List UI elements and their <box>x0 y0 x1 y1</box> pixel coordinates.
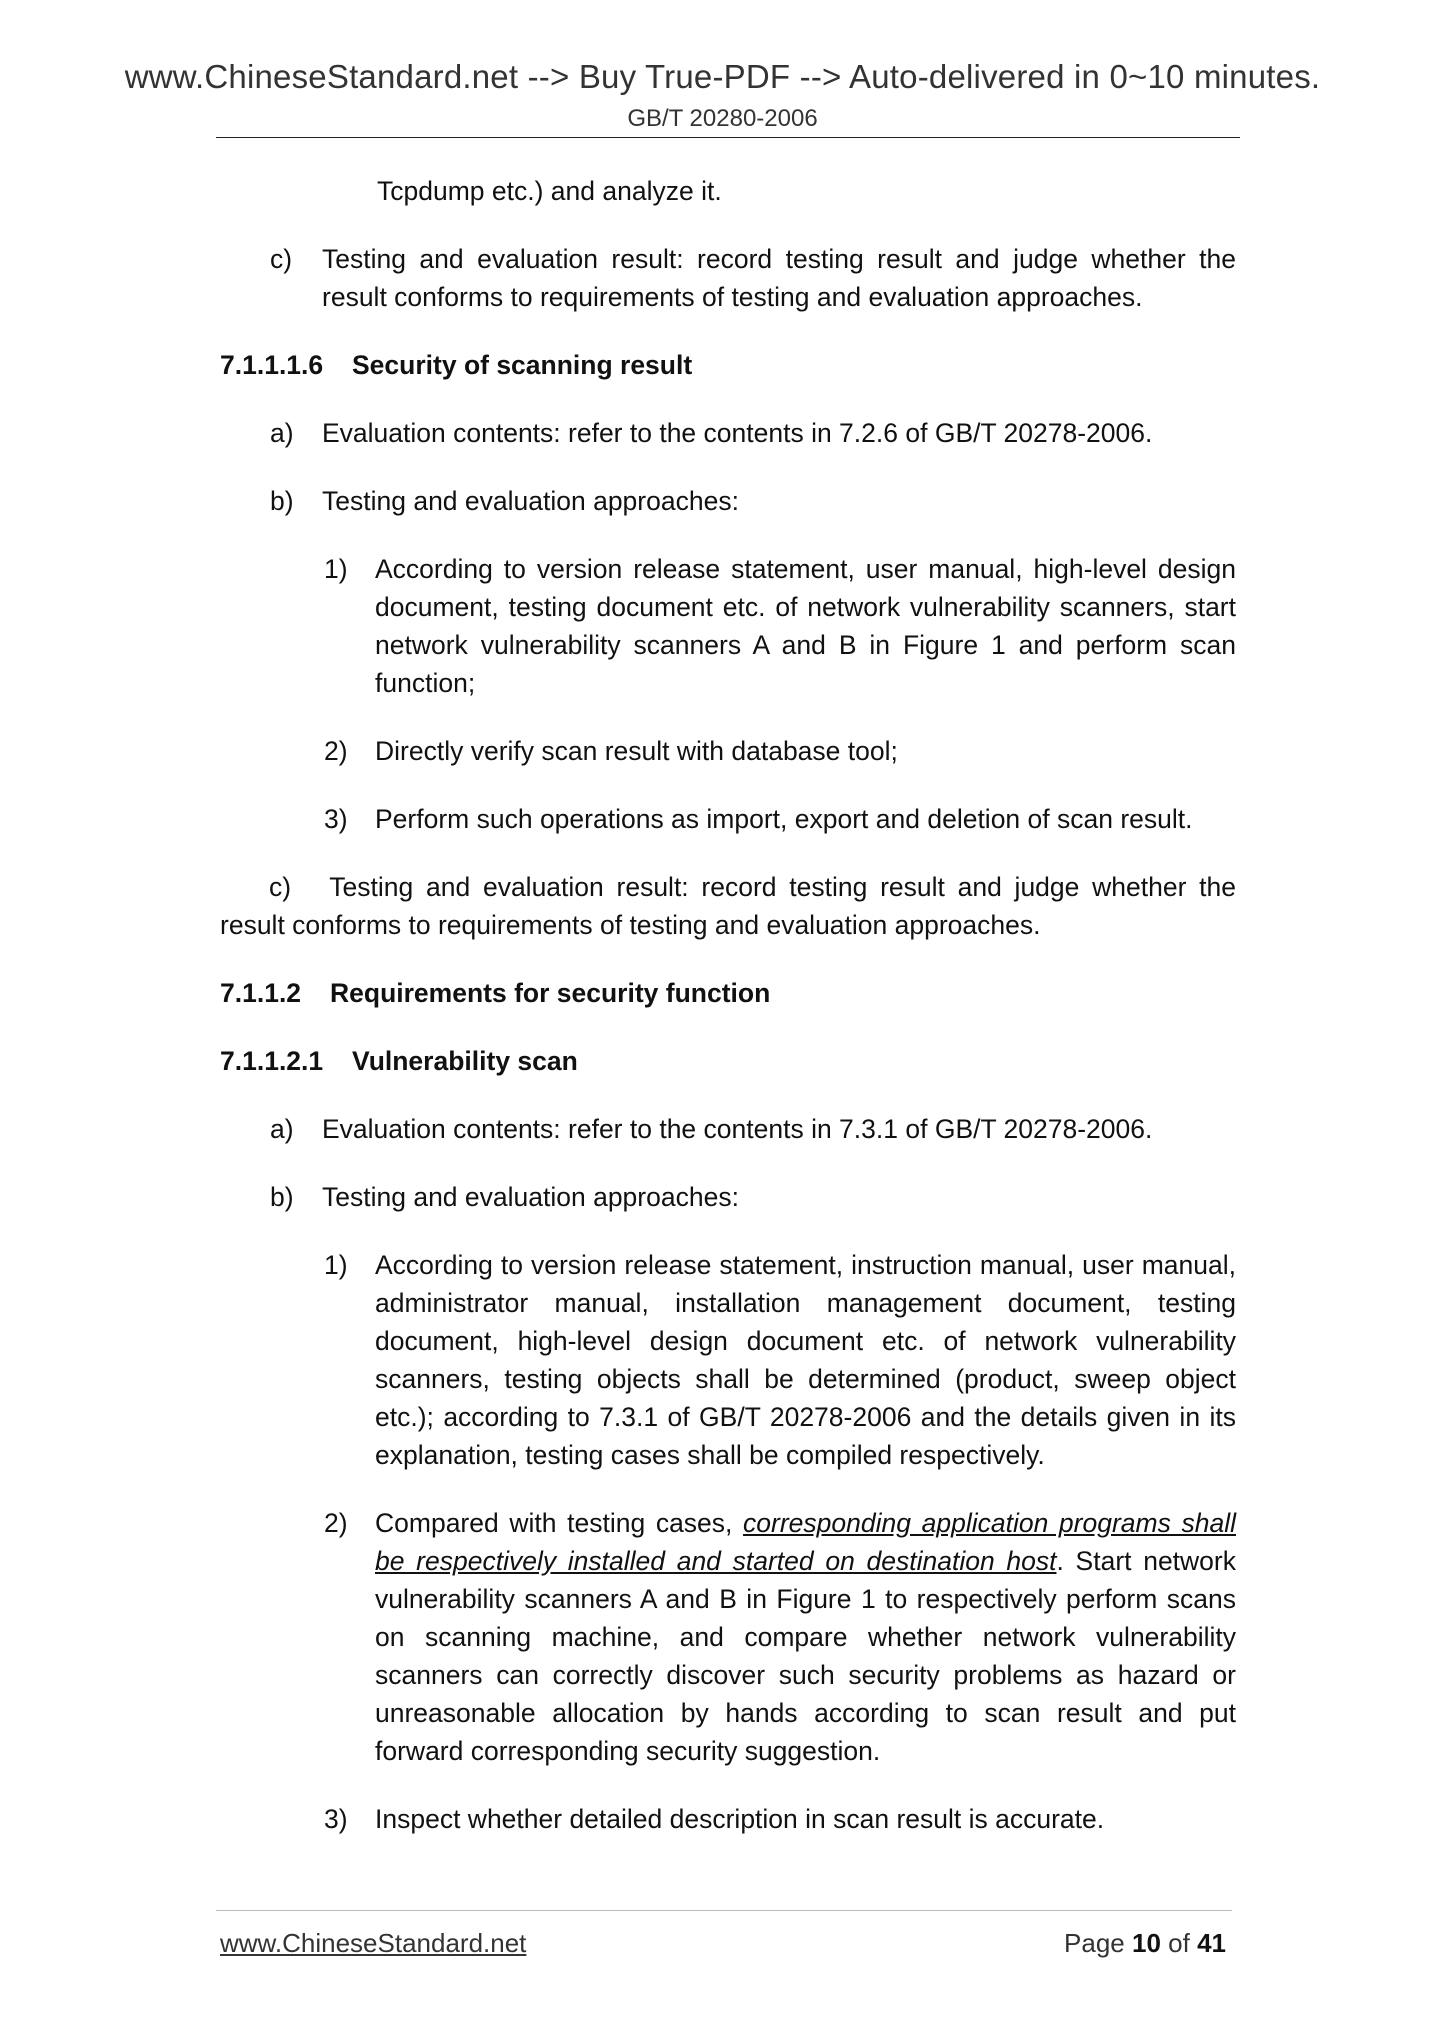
section-number: 7.1.1.2 <box>220 978 302 1008</box>
section-title: Vulnerability scan <box>352 1046 578 1076</box>
list-label: 2) <box>324 1508 348 1538</box>
list-text: Evaluation contents: refer to the contents in 7.3.1 of GB/T 20278-2006. <box>322 1114 1153 1144</box>
sublist-item-1 <box>220 1246 1236 1474</box>
list-label: 3) <box>324 804 348 834</box>
sublist-item-2 <box>220 1504 1236 1770</box>
sublist-item-3 <box>220 1800 1236 1838</box>
list-text: Evaluation contents: refer to the contents in 7.2.6 of GB/T 20278-2006. <box>322 418 1153 448</box>
list-label: a) <box>270 1114 294 1144</box>
list-item-a <box>220 414 1236 452</box>
list-text-rest: . Start network vulnerability scanners A and B in Figure 1 to respectively perform scans on scanning machine, and compare whether network vulnerability scanners can correctly discover such security problems as hazard or unreasonable allocation by hands according to scan result and put forward corresponding security suggestion. <box>375 1546 1236 1766</box>
section-heading-7-1-1-2 <box>220 974 1236 1012</box>
section-number: 7.1.1.2.1 <box>220 1046 324 1076</box>
list-text: According to version release statement, instruction manual, user manual, administrator manual, installation management document, testing document, high-level design document etc. of network vulnerability scanners, testing objects shall be determined (product, sweep object etc.); according to 7.3.1 of GB/T 20278-2006 and the details given in its explanation, testing cases shall be compiled respectively. <box>375 1250 1236 1470</box>
list-label: c) <box>269 872 292 902</box>
page-total: 41 <box>1197 1928 1226 1958</box>
emphasized-requirement: corresponding application programs shall be respectively installed and started on destination host <box>375 1508 1236 1576</box>
continuation-line: Tcpdump etc.) and analyze it. <box>377 176 722 206</box>
list-label: c) <box>270 244 293 274</box>
footer-divider <box>216 1910 1232 1911</box>
list-item-b <box>220 1178 1236 1216</box>
page-of: of <box>1168 1928 1190 1958</box>
sublist-item-3 <box>220 800 1236 838</box>
page-word: Page <box>1064 1928 1125 1958</box>
list-text: Directly verify scan result with database tool; <box>375 736 898 766</box>
list-label: b) <box>270 1182 294 1212</box>
list-label: a) <box>270 418 294 448</box>
section-heading-7-1-1-1-6 <box>220 346 1236 384</box>
list-text: Perform such operations as import, export and deletion of scan result. <box>375 804 1193 834</box>
header-banner: www.ChineseStandard.net --> Buy True-PDF --> Auto-delivered in 0~10 minutes. <box>124 58 1321 95</box>
list-label: 1) <box>324 554 348 584</box>
header-divider <box>216 137 1240 138</box>
list-item-c <box>220 240 1236 316</box>
list-label: b) <box>270 486 294 516</box>
list-label: 1) <box>324 1250 348 1280</box>
list-text-start: Compared with testing cases, <box>375 1508 744 1538</box>
sublist-item-2 <box>220 732 1236 770</box>
footer-site-link[interactable]: www.ChineseStandard.net <box>220 1928 527 1958</box>
list-item-a <box>220 1110 1236 1148</box>
list-text: According to version release statement, user manual, high-level design document, testing document etc. of network vulnerability scanners, start network vulnerability scanners A and B in Figure 1 and perform scan function; <box>375 554 1236 698</box>
page-current: 10 <box>1132 1928 1161 1958</box>
section-number: 7.1.1.1.6 <box>220 350 324 380</box>
list-item-c-hanging <box>220 868 1236 944</box>
list-item-b <box>220 482 1236 520</box>
list-text: Inspect whether detailed description in scan result is accurate. <box>375 1804 1105 1834</box>
list-text: Testing and evaluation approaches: <box>322 1182 739 1212</box>
header-standard-number: GB/T 20280-2006 <box>627 105 818 132</box>
list-label: 3) <box>324 1804 348 1834</box>
sublist-item-1 <box>220 550 1236 702</box>
list-text: Testing and evaluation approaches: <box>322 486 739 516</box>
document-body <box>220 172 1236 1838</box>
section-title: Requirements for security function <box>330 978 771 1008</box>
section-heading-7-1-1-2-1 <box>220 1042 1236 1080</box>
list-text: Testing and evaluation result: record testing result and judge whether the result conforms to requirements of testing and evaluation approaches. <box>220 872 1236 940</box>
list-label: 2) <box>324 736 348 766</box>
list-text: Testing and evaluation result: record testing result and judge whether the result conforms to requirements of testing and evaluation approaches. <box>322 244 1236 312</box>
section-title: Security of scanning result <box>352 350 693 380</box>
page-indicator <box>1064 1928 1226 1959</box>
